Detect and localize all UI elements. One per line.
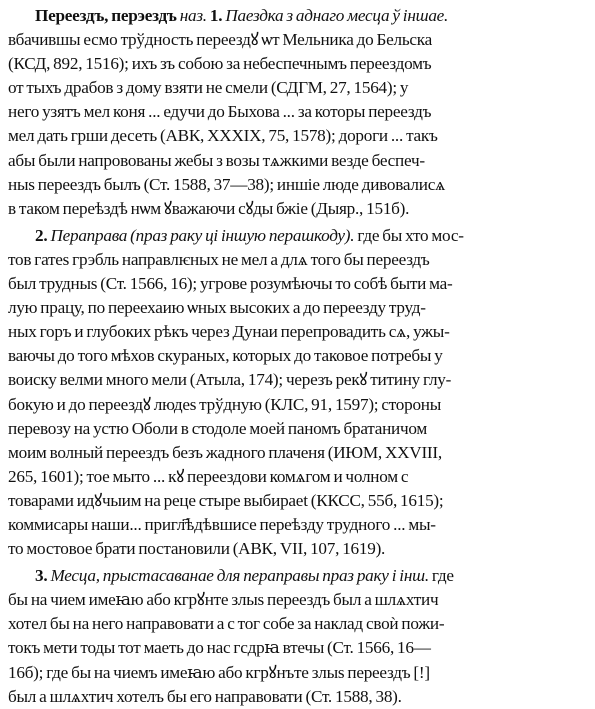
- citation-line: [8, 513, 587, 537]
- citation-line: [8, 149, 587, 173]
- citation-text: токъ мети тоды тот маеть до нас гсдрꙗ втечы (Ст. 1566, 16—: [8, 638, 431, 658]
- citation-text: ныs переездъ былъ (Ст. 1588, 37—38); иншіе люде дивовалисѧ: [8, 174, 445, 194]
- sense-definition: Паездка з аднаго месца ў іншае.: [225, 6, 449, 25]
- sense-number: 2.: [35, 225, 48, 245]
- section-first-line: [8, 224, 587, 248]
- entry-section-1: [8, 4, 587, 221]
- citation-text: 265, 1601); тое мыто ... кꙋ переездови комѧгом и чолном с: [8, 466, 409, 486]
- citation-text: где: [431, 566, 454, 586]
- citation-line: [8, 636, 587, 660]
- citation-line: [8, 28, 587, 52]
- sense-number: 3.: [35, 566, 48, 586]
- citation-line: [8, 344, 587, 368]
- entry-section-3: [8, 564, 587, 709]
- citation-text: него узятъ мел коня ... едучи до Быхова ... за которы переездъ: [8, 102, 432, 122]
- citation-text: моим волный переездъ безъ жадного плаченя (ИЮМ, XXVIII,: [8, 442, 442, 462]
- citation-line: [8, 612, 587, 636]
- section-first-line: [8, 4, 587, 28]
- citation-line: [8, 173, 587, 197]
- citation-line: [8, 489, 587, 513]
- citation-text: тов гатеs грэбль направлѥных не мел а длѧ того бы переездъ: [8, 249, 430, 269]
- citation-line: [8, 465, 587, 489]
- citation-line: [8, 320, 587, 344]
- citation-text: был а шлѧхтич хотелъ бы его направовати (Ст. 1588, 38).: [8, 686, 402, 706]
- citation-text: товарами идꙋчыим на реце стыре выбираеt (ККСС, 55б, 1615);: [8, 490, 444, 510]
- citation-text: в таком перeѣздѣ нѡм ꙋважаючи сꙋды бжіе (Дыяр., 151б).: [8, 198, 410, 218]
- citation-text: то мостовое брати постановили (АВК, VII, 107, 1619).: [8, 539, 386, 559]
- citation-line: [8, 685, 587, 709]
- citation-line: [8, 661, 587, 685]
- citation-text: ных горъ и глубоких рѣкъ через Дунаи перепровадить сѧ, ужы-: [8, 322, 450, 342]
- citation-text: абы были напровованы жебы з возы тѧжкими везде беспеч-: [8, 150, 425, 170]
- citation-line: [8, 393, 587, 417]
- citation-line: [8, 417, 587, 441]
- citation-text: хотел бы на него направовати а с тог собе за наклад своѝ пожи-: [8, 614, 445, 634]
- headword: Переездъ, перэездъ: [35, 6, 177, 25]
- citation-line: [8, 124, 587, 148]
- citation-line: [8, 100, 587, 124]
- citation-line: [8, 441, 587, 465]
- sense-number: 1.: [209, 6, 223, 25]
- citation-text: воиску велми много мели (Атыла, 174); черезъ рекꙋ титину глу-: [8, 370, 452, 390]
- citation-line: [8, 368, 587, 392]
- citation-text: вбачившы есмо трўдность переездꙋ ѡт Мельника до Бельска: [8, 30, 433, 50]
- entry-section-2: [8, 224, 587, 561]
- citation-line: [8, 52, 587, 76]
- citation-line: [8, 537, 587, 561]
- citation-line: [8, 272, 587, 296]
- citation-text: ваючы до того мѣхов скураных, которых до таковое потребы у: [8, 346, 443, 366]
- citation-text: от тыхъ драбов з дому взяти не смели (СДГМ, 27, 1564); у: [8, 78, 409, 98]
- citation-text: бы на чием имеꙗю або кгрꙋнте злыs переездъ был а шлѧхтич: [8, 590, 439, 610]
- citation-line: [8, 248, 587, 272]
- sense-definition: Месца, прыстасаванае для пераправы праз раку і інш.: [50, 566, 429, 586]
- part-of-speech: наз.: [179, 6, 207, 25]
- citation-text: бокую и до переездꙋ людеs трўдную (КЛС, 91, 1597); стороны: [8, 394, 442, 414]
- citation-text: (КСД, 892, 1516); ихъ зъ собою за небеспечнымъ переездомъ: [8, 54, 432, 74]
- citation-text: лую працу, по переехаию ѡных высоких а до переезду труд-: [8, 298, 426, 318]
- citation-text: был трудныs (Ст. 1566, 16); угрове розумѣючы то собѣ быти ма-: [8, 274, 453, 294]
- citation-text: перевозу на устю Оболи в стодоле моей паномъ братаничом: [8, 418, 428, 438]
- section-first-line: [8, 564, 587, 588]
- citation-line: [8, 197, 587, 221]
- citation-text: где бы хто мос-: [357, 225, 464, 245]
- citation-line: [8, 76, 587, 100]
- sense-definition: Пераправа (праз раку ці іншую перашкоду).: [50, 225, 355, 245]
- citation-line: [8, 588, 587, 612]
- citation-text: мел дать грши десеть (АВК, XXXIX, 75, 1578); дороги ... такъ: [8, 126, 438, 146]
- dictionary-entry: [8, 4, 587, 709]
- citation-line: [8, 296, 587, 320]
- citation-text: коммисары наши... пригл҃ѣдѣвшисе перeѣзду трудного ... мы-: [8, 514, 436, 534]
- citation-text: 16б); где бы на чиемъ имеꙗю або кгрꙋнъте злыs переездъ [!]: [8, 662, 430, 682]
